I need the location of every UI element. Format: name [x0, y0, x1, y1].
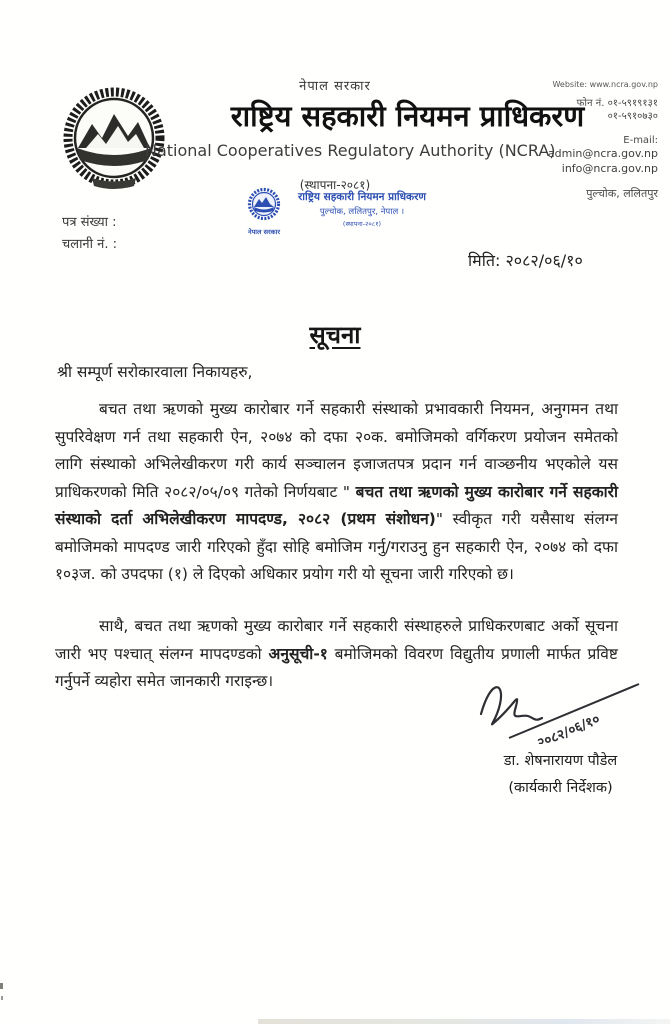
- signature-scribble: [471, 711, 651, 748]
- paragraph-2-text: साथै, बचत तथा ऋणको मुख्य कारोबार गर्ने सहकारी संस्थाहरुले प्राधिकरणबाट अर्को सूचना जारी भए पश्चात् संलग्न मापदण्डको: [55, 617, 618, 663]
- scan-artifact-strip: [258, 1019, 670, 1024]
- org-title-nepali: राष्ट्रिय सहकारी नियमन प्राधिकरण: [230, 99, 585, 133]
- signatory-name: डा. शेषनारायण पौडेल: [503, 753, 618, 769]
- established-year: (स्थापना-२०८१): [299, 178, 371, 192]
- paragraph-1-text: बचत तथा ऋणको मुख्य कारोबार गर्ने सहकारी संस्थाको प्रभावकारी नियमन, अनुगमन तथा सुपरिवेक्षण गर्न तथा सहकारी ऐन, २०७४ को दफा २०क. बमोजिमको वर्गिकरण प्रयोजन समेतको लागि संस्थाको अभिलेखीकरण गरी कार्य सञ्चालन इजाजतपत्र प्रदान गर्न वाञ्छनीय भएकोले यस प्राधिकरणको मिति २०८२/०५/०९ गतेको निर्णयबाट ": [55, 400, 618, 501]
- paragraph-2-text-cont: बमोजिमको विवरण विद्युतीय प्रणाली मार्फत प्रविष्ट गर्नुपर्ने व्यहोरा समेत जानकारी गराइन्छ।: [55, 644, 618, 690]
- notice-heading: सूचना: [309, 321, 361, 349]
- stamp-address: पुल्चोक, ललितपुर, नेपाल ।: [319, 207, 405, 217]
- email-label: E-mail:: [623, 134, 658, 146]
- signature-block: [468, 672, 653, 797]
- stamp-org-name: राष्ट्रिय सहकारी नियमन प्राधिकरण: [298, 191, 426, 203]
- paragraph-2-bold-annex: अनुसूची-१: [268, 644, 328, 663]
- email-address-2: info@ncra.gov.np: [561, 162, 658, 176]
- stamp-government-label: नेपाल सरकार: [247, 228, 281, 236]
- website-text: Website: www.ncra.gov.np: [552, 80, 658, 89]
- scan-speck: [1, 996, 3, 1000]
- paragraph-1: [55, 396, 618, 589]
- scan-speck: [0, 983, 3, 989]
- letter-number-label: पत्र संख्या :: [62, 215, 117, 230]
- phone-number-2: ०१-५९१०७३०: [607, 111, 658, 123]
- salutation: श्री सम्पूर्ण सरोकारवाला निकायहरु,: [57, 363, 253, 381]
- office-stamp: [244, 187, 434, 236]
- dispatch-number-label: चलानी नं. :: [62, 237, 118, 252]
- signature-handwritten-date: २०८२/०६/१०: [534, 711, 602, 744]
- org-title-english: National Cooperatives Regulatory Authority (NCRA): [145, 141, 556, 160]
- letter-date: मिति: २०८२/०६/१०: [468, 251, 583, 270]
- paragraph-1-text-cont: " स्वीकृत गरी यसैसाथ संलग्न बमोजिमको मापदण्ड जारी गरिएको हुँदा सोहि बमोजिम गर्नु/गराउनु हुन सहकारी ऐन, २०७४ को दफा १०३ज. को उपदफा (१) ले दिएको अधिकार प्रयोग गरी यो सूचना जारी गरिएको छ।: [55, 510, 618, 583]
- phone-number-1: फोन नं. ०१-५९१९१३१: [576, 97, 658, 109]
- contact-block: [498, 80, 658, 202]
- government-label: नेपाल सरकार: [299, 79, 371, 94]
- email-address-1: admin@ncra.gov.np: [547, 147, 658, 161]
- paragraph-1-bold-title: बचत तथा ऋणको मुख्य कारोबार गर्ने सहकारी संस्थाको दर्ता अभिलेखीकरण मापदण्ड, २०८२ (प्रथम संशोधन): [55, 482, 618, 528]
- stamp-established: (स्थापना-२०८१): [342, 220, 382, 228]
- signatory-designation: (कार्यकारी निर्देशक): [508, 780, 613, 796]
- office-location: पुल्चोक, ललितपुर: [586, 186, 658, 200]
